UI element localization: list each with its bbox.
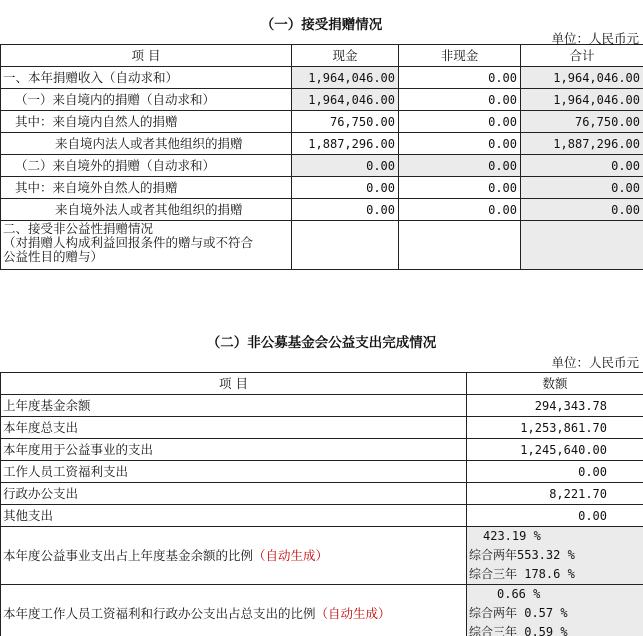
section1-title: （一）接受捐赠情况 [260,17,383,33]
row-item: 工作人员工资福利支出 [1,461,467,483]
table-row-nonpublic [1,221,643,270]
header-cash: 现金 [292,45,399,67]
row-item: 一、本年捐赠收入（自动求和） [1,67,292,89]
cell-total[interactable] [521,221,643,270]
nonpublic-line: （对捐赠人构成利益回报条件的赠与或不符合 [3,235,254,250]
donation-table [0,44,643,270]
header-item: 项 目 [1,45,292,67]
ratio1-line: 综合两年553.32 % [469,548,575,562]
cell-total[interactable]: 1,887,296.00 [521,133,643,155]
ratio2-line: 0.66 % [497,587,541,601]
row-item: 来自境外法人或者其他组织的捐赠 [1,199,292,221]
cell-total[interactable]: 1,964,046.00 [521,67,643,89]
cell-noncash[interactable]: 0.00 [399,133,521,155]
cell-total[interactable]: 1,964,046.00 [521,89,643,111]
table-header-row [1,373,643,395]
table-row [1,89,643,111]
table-row [1,133,643,155]
row-item-ratio2 [1,585,467,636]
cell-cash[interactable]: 76,750.00 [292,111,399,133]
cell-noncash[interactable]: 0.00 [399,199,521,221]
cell-noncash[interactable]: 0.00 [399,89,521,111]
ratio1-label: 本年度公益事业支出占上年度基金余额的比例 [3,547,254,563]
table-row [1,483,643,505]
header-total: 合计 [521,45,643,67]
table-row [1,505,643,527]
table-row-ratio2 [1,585,643,636]
header-item: 项 目 [1,373,467,395]
cell-noncash[interactable] [399,221,521,270]
table-row [1,177,643,199]
ratio1-line: 423.19 % [483,529,541,543]
cell-total[interactable]: 0.00 [521,199,643,221]
row-item: 本年度总支出 [1,417,467,439]
cell-cash[interactable]: 1,964,046.00 [292,89,399,111]
header-value: 数额 [467,373,643,395]
table-row [1,395,643,417]
row-item: 本年度用于公益事业的支出 [1,439,467,461]
cell-value[interactable]: 294,343.78 [467,395,643,417]
cell-ratio2[interactable] [467,585,643,636]
section2-unit: 单位：人民币元 [551,355,639,370]
cell-cash[interactable]: 0.00 [292,199,399,221]
cell-value[interactable]: 8,221.70 [467,483,643,505]
ratio1-line: 综合三年 178.6 % [469,567,575,581]
row-item: 其他支出 [1,505,467,527]
row-item: （一）来自境内的捐赠（自动求和） [1,89,292,111]
cell-value[interactable]: 1,245,640.00 [467,439,643,461]
section2-title: （二）非公募基金会公益支出完成情况 [206,335,437,351]
cell-noncash[interactable]: 0.00 [399,155,521,177]
cell-total[interactable]: 0.00 [521,155,643,177]
table-row [1,111,643,133]
cell-cash[interactable]: 1,964,046.00 [292,67,399,89]
nonpublic-line: 二、接受非公益性捐赠情况 [3,221,154,236]
row-item: 其中：来自境内自然人的捐赠 [1,111,292,133]
table-row [1,439,643,461]
cell-noncash[interactable]: 0.00 [399,111,521,133]
ratio2-label: 本年度工作人员工资福利和行政办公支出占总支出的比例 [3,605,316,621]
nonpublic-line: 公益性目的赠与） [3,249,104,264]
ratio1-auto-tag: （自动生成） [253,547,329,563]
cell-value[interactable]: 0.00 [467,461,643,483]
table-row [1,199,643,221]
cell-total[interactable]: 76,750.00 [521,111,643,133]
ratio2-line: 综合三年 0.59 % [469,625,568,636]
table-row [1,461,643,483]
cell-total[interactable]: 0.00 [521,177,643,199]
cell-noncash[interactable]: 0.00 [399,177,521,199]
table-row [1,417,643,439]
cell-cash[interactable] [292,221,399,270]
row-item: 上年度基金余额 [1,395,467,417]
table-row-ratio1 [1,527,643,585]
cell-cash[interactable]: 1,887,296.00 [292,133,399,155]
row-item: 来自境内法人或者其他组织的捐赠 [1,133,292,155]
table-header-row [1,45,643,67]
table-row [1,155,643,177]
row-item-ratio1 [1,527,467,585]
cell-cash[interactable]: 0.00 [292,155,399,177]
ratio2-auto-tag: （自动生成） [315,605,391,621]
cell-value[interactable]: 1,253,861.70 [467,417,643,439]
cell-ratio1[interactable] [467,527,643,585]
section1-unit: 单位：人民币元 [551,31,639,46]
cell-cash[interactable]: 0.00 [292,177,399,199]
ratio2-line: 综合两年 0.57 % [469,606,568,620]
row-item: （二）来自境外的捐赠（自动求和） [1,155,292,177]
header-noncash: 非现金 [399,45,521,67]
row-item: 行政办公支出 [1,483,467,505]
cell-noncash[interactable]: 0.00 [399,67,521,89]
row-item: 其中：来自境外自然人的捐赠 [1,177,292,199]
row-item-nonpublic [1,221,292,270]
expenditure-table [0,372,643,636]
cell-value[interactable]: 0.00 [467,505,643,527]
table-row [1,67,643,89]
